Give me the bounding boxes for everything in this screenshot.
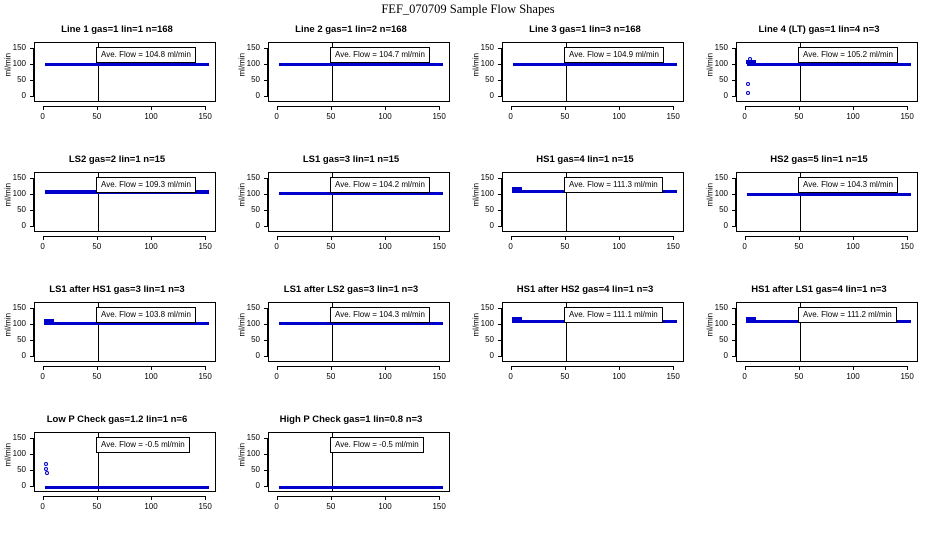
outlier-point (746, 91, 750, 95)
x-axis-line (277, 496, 440, 497)
y-tick-label: 50 (251, 204, 260, 214)
panel-title: LS1 after HS1 gas=3 lin=1 n=3 (49, 284, 185, 295)
y-tick-label: 50 (719, 204, 728, 214)
chart-panel (234, 22, 468, 152)
chart-panel (0, 22, 234, 152)
x-tick-label: 100 (144, 112, 158, 121)
x-tick-label: 0 (40, 502, 45, 511)
x-tick-label: 100 (612, 372, 626, 381)
average-flow-annotation: Ave. Flow = 103.8 ml/min (96, 307, 196, 323)
y-tick-label: 150 (480, 303, 494, 313)
x-tick-label: 100 (378, 242, 392, 251)
x-axis-line (43, 106, 206, 107)
y-tick-label: 0 (21, 90, 26, 100)
data-series-rise (44, 319, 54, 325)
x-tick-label: 100 (144, 502, 158, 511)
x-tick-label: 50 (92, 372, 102, 381)
x-tick-mark (331, 496, 332, 500)
y-tick-label: 100 (12, 449, 26, 459)
x-tick-label: 0 (508, 112, 513, 121)
y-tick-label: 150 (480, 43, 494, 53)
x-tick-label: 50 (794, 372, 804, 381)
x-tick-mark (385, 106, 386, 110)
y-tick-label: 50 (251, 464, 260, 474)
y-tick-label: 150 (12, 43, 26, 53)
x-tick-mark (619, 106, 620, 110)
y-axis-label: ml/min (705, 312, 715, 337)
x-tick-label: 50 (92, 502, 102, 511)
outlier-point (45, 471, 49, 475)
x-axis-line (745, 366, 908, 367)
y-tick-label: 50 (17, 334, 26, 344)
x-tick-mark (43, 496, 44, 500)
y-tick-label: 0 (255, 480, 260, 490)
x-tick-label: 50 (560, 242, 570, 251)
y-tick-label: 150 (714, 303, 728, 313)
panel-title: LS1 after LS2 gas=3 lin=1 n=3 (283, 284, 419, 295)
average-flow-annotation: Ave. Flow = 111.2 ml/min (798, 307, 897, 323)
average-flow-annotation: Ave. Flow = -0.5 ml/min (330, 437, 424, 453)
y-tick-label: 0 (489, 90, 494, 100)
average-flow-annotation: Ave. Flow = 104.7 ml/min (330, 47, 430, 63)
x-tick-mark (907, 106, 908, 110)
x-tick-mark (97, 236, 98, 240)
x-axis-line (277, 366, 440, 367)
y-tick-label: 150 (12, 303, 26, 313)
x-tick-mark (151, 496, 152, 500)
y-tick-label: 100 (246, 189, 260, 199)
chart-panel (234, 412, 468, 542)
chart-panel (702, 282, 936, 412)
y-tick-label: 100 (12, 59, 26, 69)
x-tick-label: 0 (274, 112, 279, 121)
y-tick-label: 100 (12, 319, 26, 329)
data-series-centerline (513, 63, 678, 64)
x-axis-line (745, 106, 908, 107)
x-tick-label: 0 (508, 372, 513, 381)
x-tick-label: 100 (846, 242, 860, 251)
x-tick-label: 100 (144, 242, 158, 251)
y-tick-label: 100 (246, 319, 260, 329)
x-tick-mark (619, 366, 620, 370)
x-tick-mark (745, 366, 746, 370)
x-tick-mark (907, 236, 908, 240)
y-tick-label: 100 (714, 189, 728, 199)
chart-panel (468, 22, 702, 152)
x-tick-label: 50 (92, 112, 102, 121)
x-tick-label: 50 (560, 372, 570, 381)
data-series-rise (512, 317, 522, 323)
x-tick-label: 100 (846, 112, 860, 121)
y-tick-label: 100 (714, 319, 728, 329)
x-tick-label: 150 (900, 242, 914, 251)
data-series-centerline (279, 323, 444, 324)
x-tick-label: 100 (846, 372, 860, 381)
y-tick-label: 50 (251, 74, 260, 84)
y-tick-label: 0 (21, 350, 26, 360)
x-tick-label: 100 (378, 372, 392, 381)
average-flow-annotation: Ave. Flow = 105.2 ml/min (798, 47, 898, 63)
average-flow-annotation: Ave. Flow = 109.3 ml/min (96, 177, 196, 193)
x-tick-label: 50 (326, 242, 336, 251)
x-tick-label: 0 (40, 112, 45, 121)
x-tick-label: 0 (742, 372, 747, 381)
x-tick-label: 100 (378, 502, 392, 511)
panel-title: HS2 gas=5 lin=1 n=15 (770, 154, 868, 165)
x-tick-mark (385, 366, 386, 370)
x-axis-line (511, 106, 674, 107)
y-tick-label: 100 (714, 59, 728, 69)
x-axis-line (511, 366, 674, 367)
x-tick-label: 150 (432, 502, 446, 511)
x-tick-mark (205, 106, 206, 110)
chart-panel (0, 152, 234, 282)
y-tick-label: 0 (255, 350, 260, 360)
x-tick-label: 100 (144, 372, 158, 381)
data-series-centerline (279, 486, 444, 487)
data-series-centerline (45, 323, 210, 324)
y-tick-label: 0 (255, 220, 260, 230)
x-tick-label: 150 (198, 242, 212, 251)
y-axis-label: ml/min (237, 442, 247, 467)
x-tick-mark (511, 236, 512, 240)
x-tick-label: 150 (666, 372, 680, 381)
x-tick-mark (673, 366, 674, 370)
panel-title: Line 4 (LT) gas=1 lin=4 n=3 (758, 24, 880, 35)
panel-title: Low P Check gas=1.2 lin=1 n=6 (46, 414, 188, 425)
y-axis-label: ml/min (471, 312, 481, 337)
x-tick-label: 0 (274, 242, 279, 251)
x-tick-label: 150 (198, 372, 212, 381)
y-tick-label: 100 (480, 319, 494, 329)
x-tick-mark (97, 496, 98, 500)
x-tick-label: 100 (612, 112, 626, 121)
x-tick-mark (331, 236, 332, 240)
average-flow-annotation: Ave. Flow = 104.3 ml/min (798, 177, 898, 193)
x-tick-mark (277, 106, 278, 110)
x-tick-label: 0 (742, 112, 747, 121)
x-tick-label: 0 (40, 372, 45, 381)
chart-panel (0, 412, 234, 542)
x-tick-mark (43, 236, 44, 240)
y-tick-label: 100 (480, 59, 494, 69)
y-tick-label: 0 (723, 220, 728, 230)
x-tick-label: 150 (432, 372, 446, 381)
x-tick-label: 0 (742, 242, 747, 251)
y-tick-label: 150 (246, 43, 260, 53)
y-tick-label: 100 (246, 449, 260, 459)
y-axis-label: ml/min (237, 52, 247, 77)
x-tick-mark (151, 106, 152, 110)
x-tick-label: 50 (794, 242, 804, 251)
x-tick-label: 100 (378, 112, 392, 121)
x-tick-label: 50 (560, 112, 570, 121)
y-axis-label: ml/min (471, 52, 481, 77)
chart-panel (468, 282, 702, 412)
chart-panel (0, 282, 234, 412)
data-series-centerline (279, 193, 444, 194)
y-axis-label: ml/min (471, 182, 481, 207)
y-tick-label: 50 (485, 334, 494, 344)
chart-panel (702, 152, 936, 282)
x-tick-mark (565, 106, 566, 110)
x-tick-mark (799, 236, 800, 240)
x-tick-label: 150 (900, 372, 914, 381)
average-flow-annotation: Ave. Flow = -0.5 ml/min (96, 437, 190, 453)
x-tick-label: 0 (40, 242, 45, 251)
y-tick-label: 50 (17, 464, 26, 474)
x-tick-mark (439, 106, 440, 110)
x-tick-mark (511, 366, 512, 370)
y-tick-label: 50 (17, 74, 26, 84)
data-series-centerline (45, 63, 210, 64)
panel-title: LS1 gas=3 lin=1 n=15 (302, 154, 400, 165)
y-tick-label: 0 (723, 350, 728, 360)
x-tick-mark (745, 106, 746, 110)
y-axis-label: ml/min (705, 182, 715, 207)
x-tick-mark (385, 236, 386, 240)
y-tick-label: 50 (251, 334, 260, 344)
x-tick-mark (43, 106, 44, 110)
y-tick-label: 150 (480, 173, 494, 183)
panel-title: HS1 after LS1 gas=4 lin=1 n=3 (751, 284, 887, 295)
y-tick-label: 0 (489, 350, 494, 360)
y-tick-label: 0 (255, 90, 260, 100)
y-axis-label: ml/min (3, 182, 13, 207)
average-flow-annotation: Ave. Flow = 104.8 ml/min (96, 47, 196, 63)
panel-title: HS1 gas=4 lin=1 n=15 (536, 154, 634, 165)
chart-panel (468, 152, 702, 282)
x-tick-label: 0 (508, 242, 513, 251)
x-tick-label: 150 (432, 112, 446, 121)
x-tick-mark (853, 236, 854, 240)
x-tick-mark (439, 496, 440, 500)
x-tick-label: 50 (326, 502, 336, 511)
y-tick-label: 100 (480, 189, 494, 199)
panel-title: Line 3 gas=1 lin=3 n=168 (529, 24, 641, 35)
x-tick-mark (151, 236, 152, 240)
outlier-point (44, 462, 48, 466)
y-tick-label: 150 (12, 433, 26, 443)
x-tick-mark (907, 366, 908, 370)
x-tick-mark (799, 106, 800, 110)
y-tick-label: 50 (719, 334, 728, 344)
x-tick-label: 150 (666, 242, 680, 251)
y-axis-label: ml/min (237, 312, 247, 337)
average-flow-annotation: Ave. Flow = 104.3 ml/min (330, 307, 430, 323)
x-tick-mark (673, 106, 674, 110)
x-tick-label: 150 (666, 112, 680, 121)
y-tick-label: 150 (12, 173, 26, 183)
y-tick-label: 0 (21, 480, 26, 490)
x-tick-mark (277, 366, 278, 370)
data-series-rise (512, 187, 522, 193)
x-tick-mark (331, 106, 332, 110)
x-tick-mark (43, 366, 44, 370)
y-axis-label: ml/min (705, 52, 715, 77)
y-tick-label: 150 (714, 173, 728, 183)
x-tick-mark (97, 106, 98, 110)
y-tick-label: 0 (723, 90, 728, 100)
y-axis-label: ml/min (237, 182, 247, 207)
data-series-centerline (747, 193, 912, 194)
average-flow-annotation: Ave. Flow = 104.2 ml/min (330, 177, 430, 193)
y-tick-label: 50 (17, 204, 26, 214)
x-tick-label: 0 (274, 502, 279, 511)
chart-panel (234, 282, 468, 412)
x-tick-label: 100 (612, 242, 626, 251)
x-axis-line (277, 236, 440, 237)
y-tick-label: 150 (246, 433, 260, 443)
y-tick-label: 50 (485, 74, 494, 84)
x-tick-mark (565, 366, 566, 370)
y-axis-label: ml/min (3, 312, 13, 337)
y-tick-label: 100 (12, 189, 26, 199)
x-tick-mark (205, 366, 206, 370)
x-axis-line (277, 106, 440, 107)
x-tick-mark (853, 106, 854, 110)
x-tick-mark (205, 496, 206, 500)
chart-panel (234, 152, 468, 282)
x-tick-mark (745, 236, 746, 240)
x-tick-mark (619, 236, 620, 240)
average-flow-annotation: Ave. Flow = 111.3 ml/min (564, 177, 663, 193)
x-tick-mark (331, 366, 332, 370)
data-series-rise (746, 317, 756, 323)
x-tick-label: 150 (432, 242, 446, 251)
x-tick-mark (799, 366, 800, 370)
x-tick-label: 150 (198, 502, 212, 511)
panel-title: Line 1 gas=1 lin=1 n=168 (61, 24, 173, 35)
panel-title: HS1 after HS2 gas=4 lin=1 n=3 (516, 284, 654, 295)
data-series-centerline (747, 63, 912, 64)
x-tick-label: 150 (900, 112, 914, 121)
panel-title: High P Check gas=1 lin=0.8 n=3 (279, 414, 423, 425)
x-tick-mark (511, 106, 512, 110)
y-tick-label: 150 (246, 303, 260, 313)
x-tick-mark (439, 366, 440, 370)
x-tick-mark (385, 496, 386, 500)
y-tick-label: 100 (246, 59, 260, 69)
x-axis-line (43, 236, 206, 237)
x-tick-label: 50 (92, 242, 102, 251)
y-tick-label: 0 (21, 220, 26, 230)
x-tick-mark (151, 366, 152, 370)
x-axis-line (511, 236, 674, 237)
data-series-centerline (45, 486, 210, 487)
y-axis-label: ml/min (3, 52, 13, 77)
y-tick-label: 50 (485, 204, 494, 214)
x-tick-mark (853, 366, 854, 370)
x-axis-line (43, 366, 206, 367)
y-axis-label: ml/min (3, 442, 13, 467)
x-tick-mark (205, 236, 206, 240)
x-tick-label: 50 (326, 112, 336, 121)
x-tick-label: 0 (274, 372, 279, 381)
outlier-point (746, 82, 750, 86)
chart-panel (702, 22, 936, 152)
average-flow-annotation: Ave. Flow = 111.1 ml/min (564, 307, 663, 323)
x-axis-line (745, 236, 908, 237)
x-tick-label: 50 (794, 112, 804, 121)
average-flow-annotation: Ave. Flow = 104.9 ml/min (564, 47, 664, 63)
x-axis-line (43, 496, 206, 497)
x-tick-mark (565, 236, 566, 240)
y-tick-label: 150 (714, 43, 728, 53)
panel-title: LS2 gas=2 lin=1 n=15 (68, 154, 166, 165)
y-tick-label: 0 (489, 220, 494, 230)
panel-title: Line 2 gas=1 lin=2 n=168 (295, 24, 407, 35)
x-tick-label: 50 (326, 372, 336, 381)
x-tick-mark (277, 496, 278, 500)
y-tick-label: 50 (719, 74, 728, 84)
y-tick-label: 150 (246, 173, 260, 183)
x-tick-mark (277, 236, 278, 240)
x-tick-mark (97, 366, 98, 370)
page-title: FEF_070709 Sample Flow Shapes (381, 2, 555, 16)
data-series-centerline (279, 63, 444, 64)
x-tick-mark (439, 236, 440, 240)
x-tick-mark (673, 236, 674, 240)
x-tick-label: 150 (198, 112, 212, 121)
